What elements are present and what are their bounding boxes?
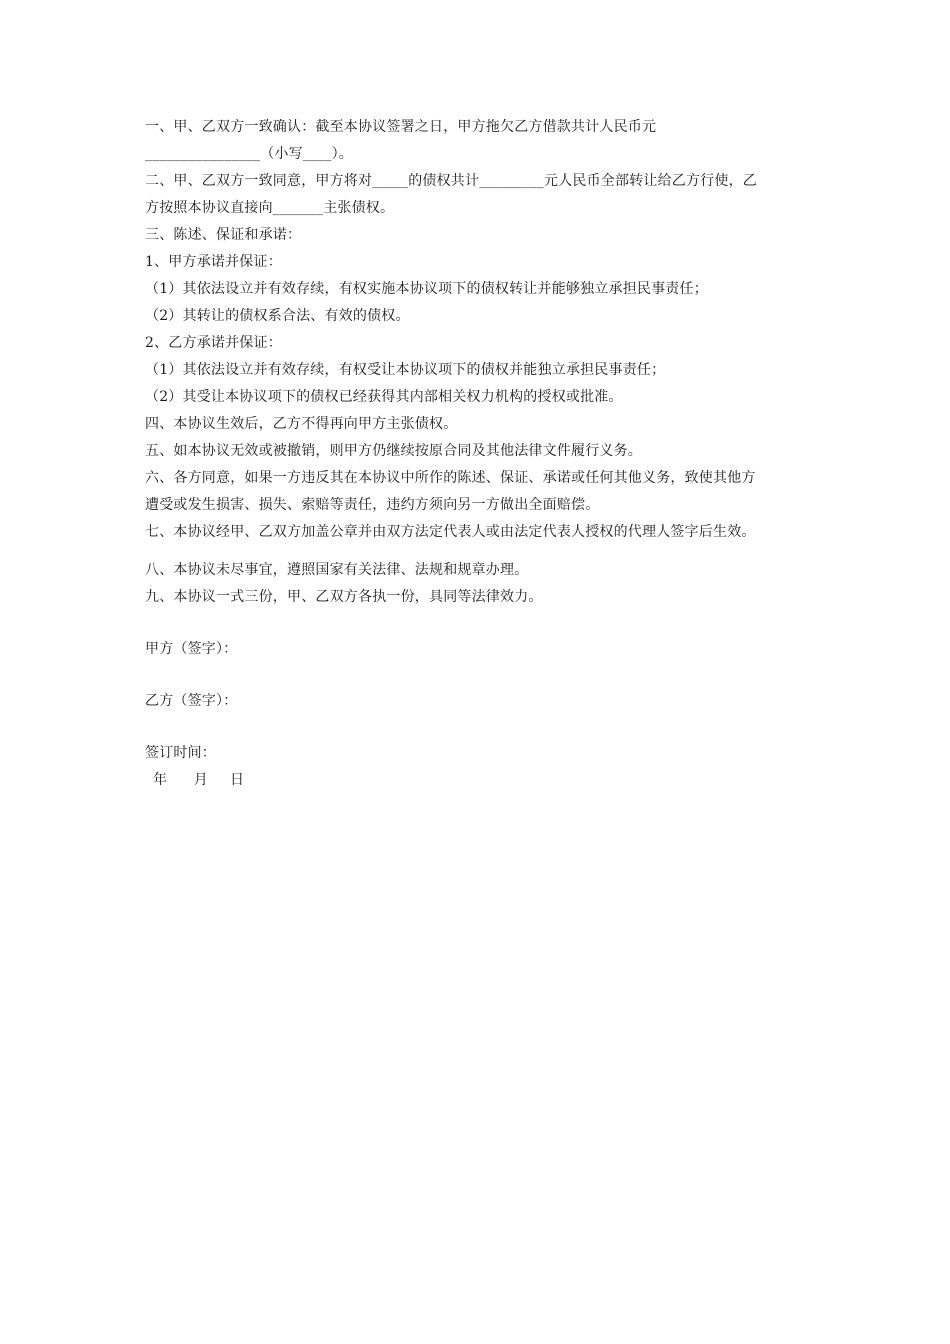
spacer — [145, 611, 835, 636]
clause-3-party-a-heading: 1、甲方承诺并保证： — [145, 254, 282, 270]
party-a-signature-label: 甲方（签字）： — [145, 641, 238, 657]
clause-6-line-1: 六、各方同意，如果一方违反其在本协议中所作的陈述、保证、承诺或任何其他义务，致使其他方 — [145, 470, 756, 486]
clause-4: 四、本协议生效后，乙方不得再向甲方主张债权。 — [145, 416, 458, 432]
clause-5: 五、如本协议无效或被撤销，则甲方仍继续按原合同及其他法律文件履行义务。 — [145, 443, 642, 459]
party-b-signature-label: 乙方（签字）： — [145, 693, 238, 709]
agreement-document — [145, 114, 835, 794]
clause-3-party-b-heading: 2、乙方承诺并保证： — [145, 335, 282, 351]
clause-3-party-b-item-2: （2）其受让本协议项下的债权已经获得其内部相关权力机构的授权或批准。 — [145, 389, 623, 405]
clause-1-line-2: ________________（小写____）。 — [145, 146, 353, 162]
spacer — [145, 546, 835, 557]
clause-6-line-2: 遭受或发生损害、损失、索赔等责任，违约方须向另一方做出全面赔偿。 — [145, 497, 600, 513]
signing-date-label: 签订时间： — [145, 745, 216, 761]
clause-8: 八、本协议未尽事宜，遵照国家有关法律、法规和规章办理。 — [145, 562, 529, 578]
spacer — [145, 715, 835, 740]
clause-9: 九、本协议一式三份，甲、乙双方各执一份，具同等法律效力。 — [145, 589, 543, 605]
signing-date-value: 年 月 日 — [153, 772, 244, 788]
clause-3-party-a-item-1: （1）其依法设立并有效存续，有权实施本协议项下的债权转让并能够独立承担民事责任； — [145, 281, 708, 297]
clause-3-party-b-item-1: （1）其依法设立并有效存续，有权受让本协议项下的债权并能独立承担民事责任； — [145, 362, 666, 378]
clause-2-line-2: 方按照本协议直接向_______主张债权。 — [145, 200, 395, 216]
clause-3-heading: 三、陈述、保证和承诺： — [145, 227, 302, 243]
clause-7: 七、本协议经甲、乙双方加盖公章并由双方法定代表人或由法定代表人授权的代理人签字后生效。 — [145, 524, 756, 540]
spacer — [145, 663, 835, 688]
clause-1-line-1: 一、甲、乙双方一致确认：截至本协议签署之日，甲方拖欠乙方借款共计人民币元 — [145, 119, 657, 135]
clause-2-line-1: 二、甲、乙双方一致同意，甲方将对_____的债权共计_________元人民币全部转让给乙方行使，乙 — [145, 173, 757, 189]
clause-3-party-a-item-2: （2）其转让的债权系合法、有效的债权。 — [145, 308, 410, 324]
